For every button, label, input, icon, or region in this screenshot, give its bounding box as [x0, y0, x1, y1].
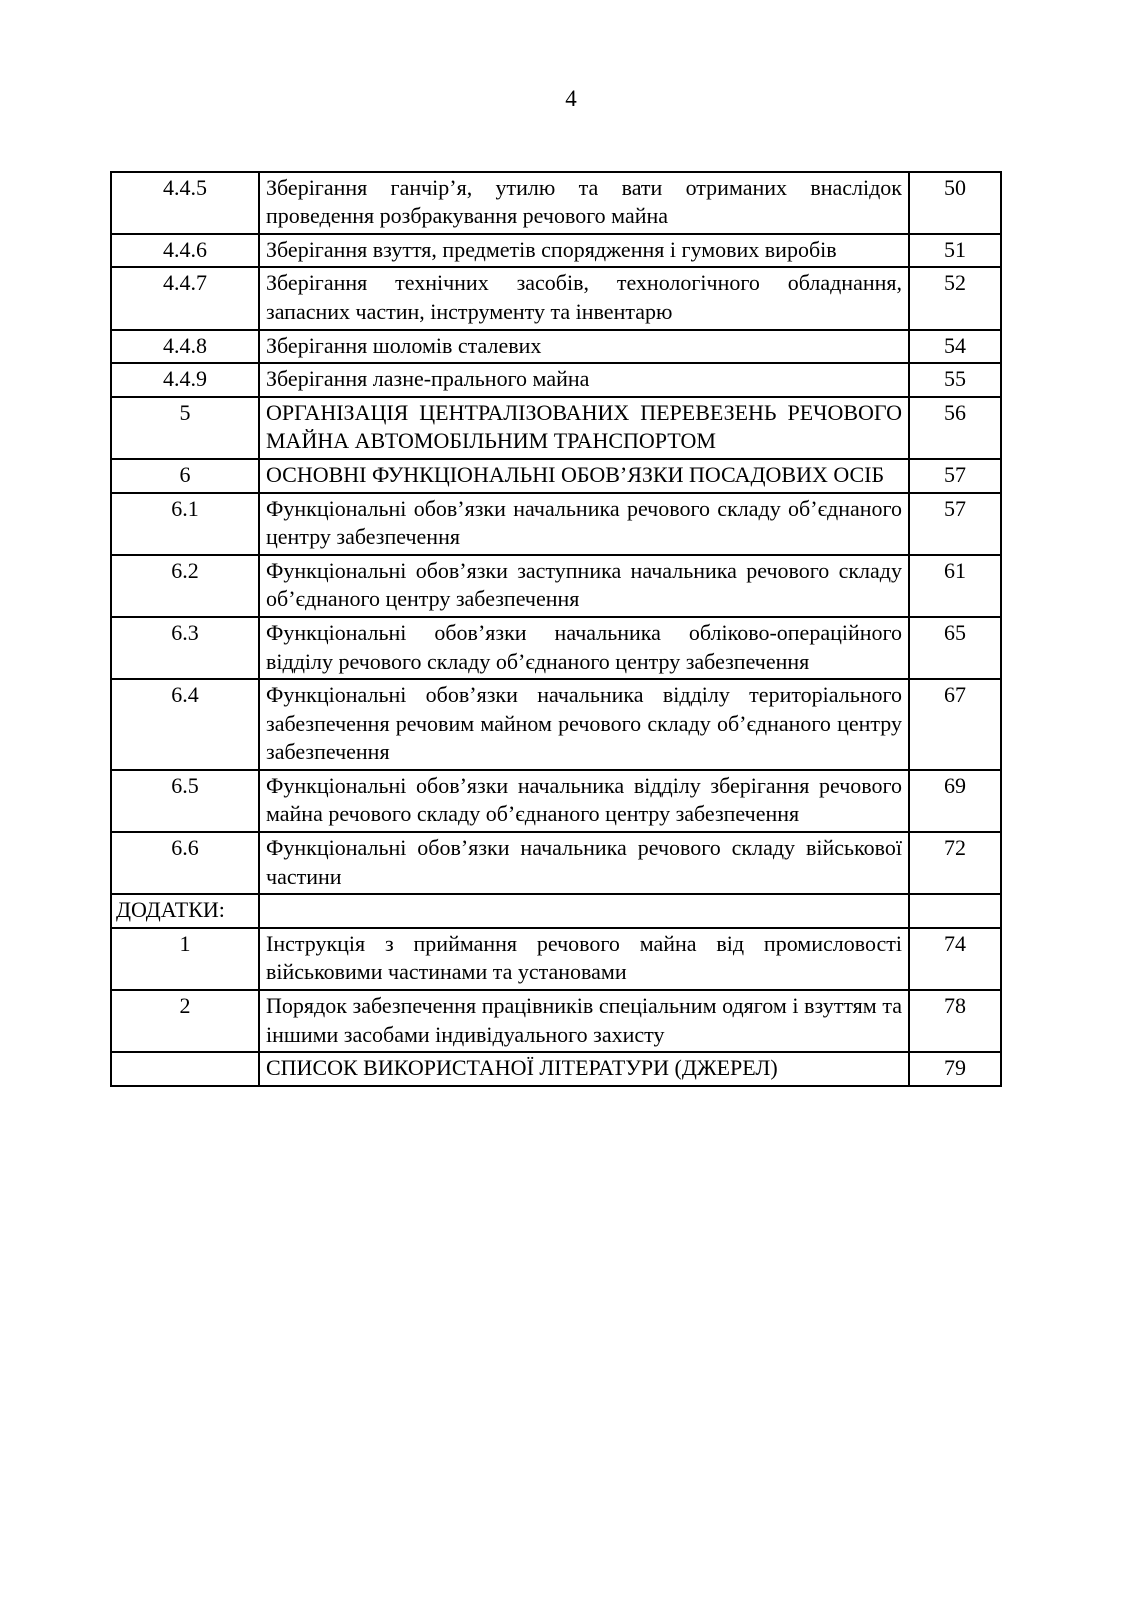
toc-row [111, 990, 1001, 1052]
toc-row-number: 6.1 [111, 493, 259, 555]
toc-row [111, 363, 1001, 397]
toc-row [111, 234, 1001, 268]
toc-row-title [259, 894, 909, 928]
toc-row-page: 57 [909, 459, 1001, 493]
toc-row-page: 56 [909, 397, 1001, 459]
toc-row-title: Функціональні обов’язки начальника речового складу об’єднаного центру забезпечення [259, 493, 909, 555]
toc-row-number: 4.4.6 [111, 234, 259, 268]
toc-row-page: 51 [909, 234, 1001, 268]
toc-row-number: 6.5 [111, 770, 259, 832]
toc-row-number: 4.4.5 [111, 172, 259, 234]
toc-row [111, 617, 1001, 679]
toc-row-number: 6.2 [111, 555, 259, 617]
toc-row-page: 55 [909, 363, 1001, 397]
toc-row-page: 65 [909, 617, 1001, 679]
toc-row-page: 61 [909, 555, 1001, 617]
toc-row-title: Інструкція з приймання речового майна від промисловості військовими частинами та установами [259, 928, 909, 990]
toc-row-title: Зберігання ганчір’я, утилю та вати отриманих внаслідок проведення розбракування речового майна [259, 172, 909, 234]
toc-row-page: 69 [909, 770, 1001, 832]
toc-table [110, 171, 1002, 1087]
toc-row [111, 397, 1001, 459]
toc-row-title: Зберігання шоломів сталевих [259, 330, 909, 364]
toc-row [111, 172, 1001, 234]
toc-row-number: 4.4.7 [111, 267, 259, 329]
page-number: 4 [565, 86, 577, 111]
toc-row-title: Функціональні обов’язки начальника обліково-операційного відділу речового складу об’єднаного центру забезпечення [259, 617, 909, 679]
toc-row-page: 50 [909, 172, 1001, 234]
toc-row-title: Функціональні обов’язки начальника речового складу військової частини [259, 832, 909, 894]
toc-row [111, 928, 1001, 990]
toc-row [111, 770, 1001, 832]
toc-row-page: 72 [909, 832, 1001, 894]
toc-row-page: 67 [909, 679, 1001, 770]
toc-row [111, 555, 1001, 617]
toc-row-number: 4.4.8 [111, 330, 259, 364]
toc-row-number: 1 [111, 928, 259, 990]
toc-row-page [909, 894, 1001, 928]
toc-row-page: 74 [909, 928, 1001, 990]
toc-row-title: Зберігання лазне-прального майна [259, 363, 909, 397]
toc-row-page: 54 [909, 330, 1001, 364]
toc-row-number: 5 [111, 397, 259, 459]
toc-row-title: Функціональні обов’язки начальника відділу зберігання речового майна речового складу об’єднаного центру забезпечення [259, 770, 909, 832]
toc-row-number: 6.4 [111, 679, 259, 770]
toc-row [111, 1052, 1001, 1086]
toc-row-title: СПИСОК ВИКОРИСТАНОЇ ЛІТЕРАТУРИ (ДЖЕРЕЛ) [259, 1052, 909, 1086]
toc-row-page: 79 [909, 1052, 1001, 1086]
toc-row [111, 832, 1001, 894]
toc-row [111, 894, 1001, 928]
toc-row-number: 6.3 [111, 617, 259, 679]
toc-row-number: ДОДАТКИ: [111, 894, 259, 928]
toc-row [111, 459, 1001, 493]
toc-row-page: 78 [909, 990, 1001, 1052]
toc-row-title: Функціональні обов’язки начальника відділу територіального забезпечення речовим майном речового складу об’єднаного центру забезпечення [259, 679, 909, 770]
toc-row-page: 57 [909, 493, 1001, 555]
toc-row [111, 267, 1001, 329]
toc-row [111, 493, 1001, 555]
toc-row-number [111, 1052, 259, 1086]
toc-row-title: ОСНОВНІ ФУНКЦІОНАЛЬНІ ОБОВ’ЯЗКИ ПОСАДОВИХ ОСІБ [259, 459, 909, 493]
toc-row-number: 4.4.9 [111, 363, 259, 397]
toc-table-body [111, 172, 1001, 1086]
toc-row-number: 6.6 [111, 832, 259, 894]
toc-row [111, 679, 1001, 770]
toc-row-title: Зберігання взуття, предметів спорядження і гумових виробів [259, 234, 909, 268]
toc-row-title: Порядок забезпечення працівників спеціальним одягом і взуттям та іншими засобами індивідуального захисту [259, 990, 909, 1052]
toc-row-number: 6 [111, 459, 259, 493]
toc-row [111, 330, 1001, 364]
toc-row-title: Зберігання технічних засобів, технологічного обладнання, запасних частин, інструменту та інвентарю [259, 267, 909, 329]
toc-row-title: ОРГАНІЗАЦІЯ ЦЕНТРАЛІЗОВАНИХ ПЕРЕВЕЗЕНЬ РЕЧОВОГО МАЙНА АВТОМОБІЛЬНИМ ТРАНСПОРТОМ [259, 397, 909, 459]
toc-row-title: Функціональні обов’язки заступника начальника речового складу об’єднаного центру забезпечення [259, 555, 909, 617]
toc-row-number: 2 [111, 990, 259, 1052]
toc-row-page: 52 [909, 267, 1001, 329]
